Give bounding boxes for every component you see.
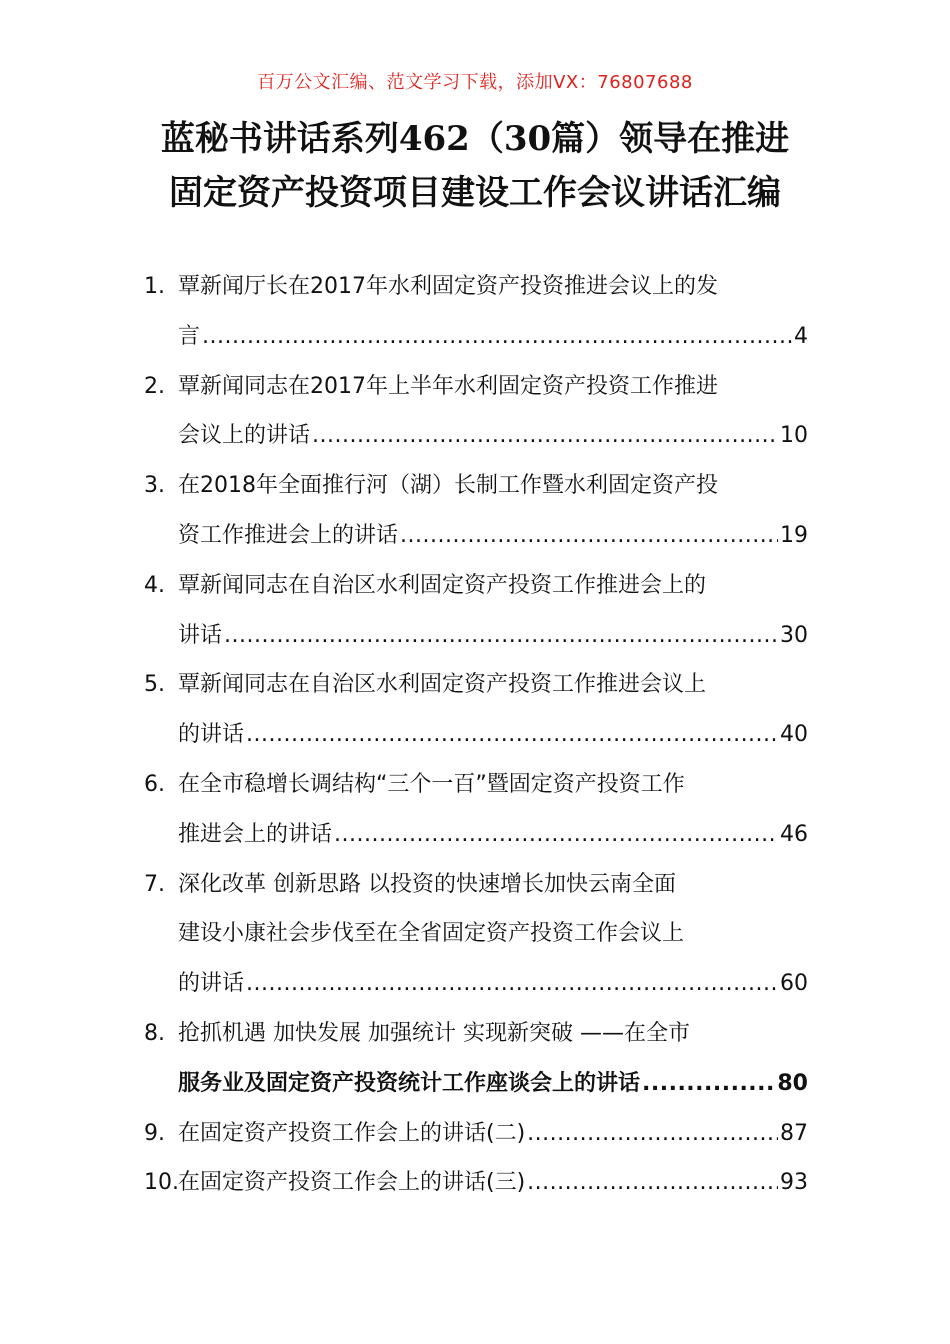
- toc-entry[interactable]: [144, 1109, 808, 1159]
- dot-leader: [527, 1109, 778, 1159]
- toc-entry[interactable]: [144, 1158, 808, 1208]
- toc-entry-text-line: 抢抓机遇 加快发展 加强统计 实现新突破 ——在全市: [178, 1020, 690, 1046]
- toc-entry-number: 10.: [144, 1170, 179, 1196]
- toc-page-number: 30: [780, 622, 808, 648]
- dot-leader: [224, 611, 778, 661]
- toc-page-number: 87: [780, 1120, 808, 1146]
- toc-page-number: 46: [780, 821, 808, 847]
- toc-entry-number: 7.: [144, 871, 165, 897]
- dot-leader: [202, 312, 792, 362]
- toc-entry-text-line: 建设小康社会步伐至在全省固定资产投资工作会议上: [178, 921, 685, 947]
- toc-entry-last-line: 言 ..... 4: [178, 312, 808, 362]
- toc-page-number: 40: [780, 722, 808, 748]
- dot-leader: [246, 959, 778, 1009]
- toc-entry-number: 3.: [144, 473, 165, 499]
- toc-entry-text-line: 覃新闻同志在自治区水利固定资产投资工作推进会议上: [178, 672, 707, 698]
- toc-entry-number: 1.: [144, 274, 165, 299]
- toc-page-number: 93: [780, 1170, 808, 1196]
- toc-entry-text-line: 在全市稳增长调结构“三个一百”暨固定资产投资工作: [178, 771, 685, 797]
- toc-entry-text-line: 深化改革 创新思路 以投资的快速增长加快云南全面: [178, 871, 676, 897]
- toc-entry-last-line: 会议上的讲话 ..... 10: [178, 411, 808, 461]
- document-title: [60, 112, 890, 220]
- toc-entry-last-line: 讲话 ..... 30: [178, 611, 808, 661]
- toc-page-number: 80: [777, 1070, 808, 1096]
- toc-entry-number: 6.: [144, 771, 165, 797]
- toc-entry-number: 5.: [144, 672, 165, 698]
- toc-entry[interactable]: [144, 362, 808, 462]
- dot-leader: [527, 1158, 778, 1208]
- dot-leader: [334, 810, 778, 860]
- toc-entry[interactable]: [144, 1009, 808, 1109]
- toc-page-number: 60: [780, 971, 808, 997]
- toc-page-number: 19: [780, 522, 808, 548]
- toc-entry-text-line: 覃新闻厅长在2017年水利固定资产投资推进会议上的发: [178, 274, 718, 299]
- toc-entry[interactable]: [144, 660, 808, 760]
- toc-entry[interactable]: [144, 760, 808, 860]
- title-line-2: 固定资产投资项目建设工作会议讲话汇编: [169, 173, 781, 213]
- toc-entry-number: 8.: [144, 1020, 165, 1046]
- dot-leader: [312, 411, 778, 461]
- toc-entry[interactable]: [144, 461, 808, 561]
- toc-entry-number: 4.: [144, 572, 165, 598]
- toc-page-number: 4: [794, 323, 808, 349]
- toc-entry-text-line: 覃新闻同志在2017年上半年水利固定资产投资工作推进: [178, 373, 718, 399]
- toc-entry[interactable]: [144, 860, 808, 1009]
- toc-entry-last-line: 在固定资产投资工作会上的讲话(三) ..... 93: [178, 1158, 808, 1208]
- table-of-contents: [144, 262, 808, 1208]
- toc-entry-last-line: 服务业及固定资产投资统计工作座谈会上的讲话 ..... 80: [178, 1059, 808, 1109]
- toc-entry-number: 9.: [144, 1120, 165, 1146]
- dot-leader: [246, 710, 778, 760]
- toc-entry-last-line: 的讲话 ..... 60: [178, 959, 808, 1009]
- title-line-1: 蓝秘书讲话系列462（30篇）领导在推进: [160, 119, 790, 159]
- toc-entry-last-line: 资工作推进会上的讲话 ..... 19: [178, 511, 808, 561]
- toc-page-number: 10: [780, 423, 808, 449]
- toc-entry-last-line: 的讲话 ..... 40: [178, 710, 808, 760]
- toc-entry[interactable]: [144, 561, 808, 661]
- dot-leader: [642, 1059, 775, 1109]
- toc-entry[interactable]: [144, 262, 808, 362]
- toc-entry-last-line: 在固定资产投资工作会上的讲话(二) ..... 87: [178, 1109, 808, 1159]
- dot-leader: [400, 511, 778, 561]
- toc-entry-number: 2.: [144, 373, 165, 399]
- header-banner: 百万公文汇编、范文学习下载，添加VX：76807688: [257, 72, 693, 93]
- toc-entry-text-line: 覃新闻同志在自治区水利固定资产投资工作推进会上的: [178, 572, 707, 598]
- toc-entry-last-line: 推进会上的讲话 ..... 46: [178, 810, 808, 860]
- toc-entry-text-line: 在2018年全面推行河（湖）长制工作暨水利固定资产投: [178, 473, 718, 499]
